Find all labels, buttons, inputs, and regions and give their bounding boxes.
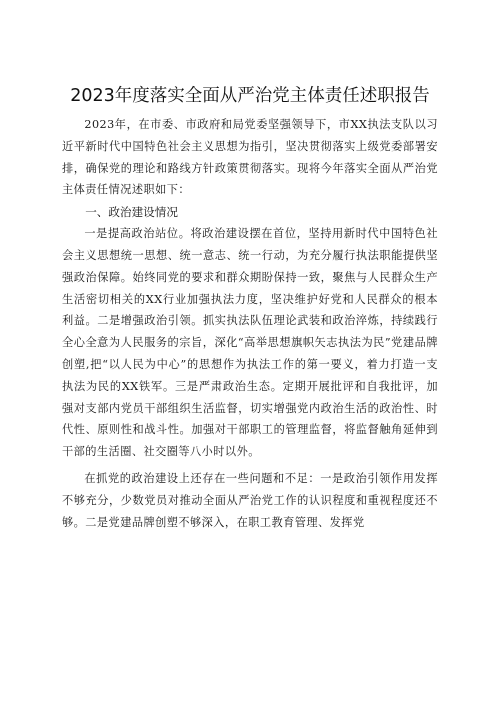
section-heading-political-construction: 一、政治建设情况	[85, 205, 178, 220]
intro-paragraph: 2023年，在市委、市政府和局党委坚强领导下，市XX执法支队以习近平新时代中国特色社会主义思想为指引，坚决贯彻落实上级党委部署安排，确保党的理论和路线方针政策贯彻落实。现将今年落实全面从严治党主体责任情况述职如下：	[62, 118, 438, 197]
body-paragraph-issues: 在抓党的政治建设上还存在一些问题和不足：一是政治引领作用发挥不够充分，少数党员对推动全面从严治党工作的认识程度和重视程度还不够。二是党建品牌创塑不够深入，在职工教育管理、发挥党	[62, 471, 438, 529]
document-title: 2023年度落实全面从严治党主体责任述职报告	[70, 86, 430, 106]
document-page	[62, 86, 438, 533]
body-paragraph: 一是提高政治站位。将政治建设摆在首位，坚持用新时代中国特色社会主义思想统一思想、统一意志、统一行动，为充分履行执法职能提供坚强政治保障。始终同党的要求和群众期盼保持一致，聚焦与人民群众生产生活密切相关的XX行业加强执法力度，坚决维护好党和人民群众的根本利益。二是增强政治引领。抓实执法队伍理论武装和政治淬炼，持续践行全心全意为人民服务的宗旨，深化“高举思想旗帜矢志执法为民”党建品牌创塑,把“以人民为中心”的思想作为执法工作的第一要义，着力打造一支执法为民的XX铁军。三是严肃政治生态。定期开展批评和自我批评，加强对支部内党员干部组织生活监督，切实增强党内政治生活的政治性、时代性、原则性和战斗性。加强对干部职工的管理监督，将监督触角延伸到干部的生活圈、社交圈等八小时以外。	[62, 227, 438, 459]
